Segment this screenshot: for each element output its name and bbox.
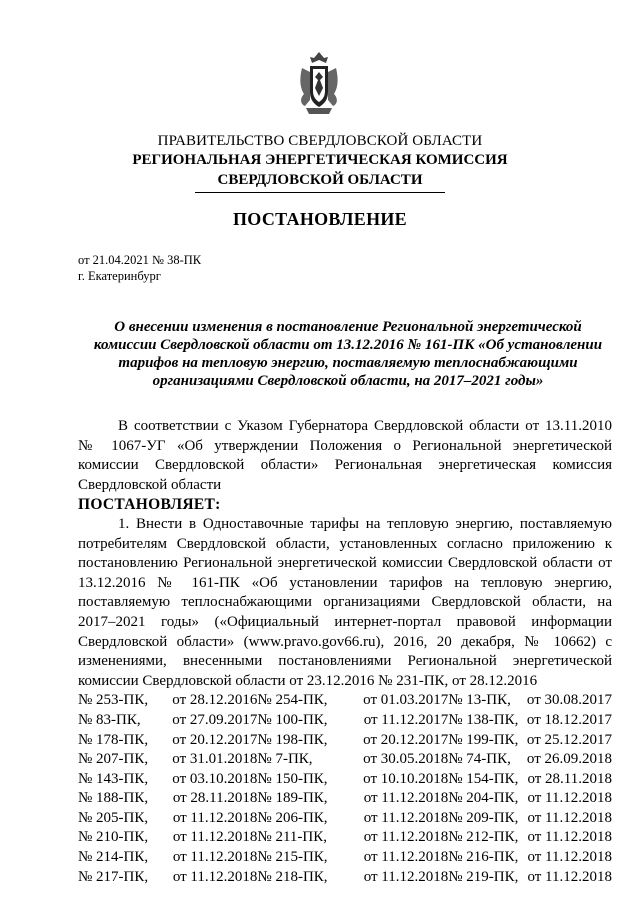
- subject-line: О внесении изменения в постановление Региональной энергетической: [114, 319, 582, 335]
- amendment-date: от 11.12.2018: [527, 868, 612, 885]
- amendment-row: [78, 770, 612, 790]
- amendment-number: № 143-ПК,: [78, 770, 149, 787]
- amendments-table: [78, 691, 612, 887]
- amendment-number: № 154-ПК,: [448, 770, 519, 787]
- amendment-date: от 28.11.2018: [527, 770, 612, 787]
- amendment-row: [78, 848, 612, 868]
- amendment-number: № 253-ПК,: [78, 692, 149, 709]
- amendment-row: [78, 750, 612, 770]
- amendment-number: № 215-ПК,: [257, 849, 328, 866]
- amendment-date: от 11.12.2018: [363, 790, 449, 807]
- amendment-row: [78, 828, 612, 848]
- amendment-date: от 11.12.2018: [172, 849, 258, 866]
- amendment-number: № 188-ПК,: [78, 790, 149, 807]
- amendment-date: от 11.12.2018: [363, 809, 449, 826]
- amendment-number: № 74-ПК,: [448, 751, 511, 768]
- subject-line: тарифов на тепловую энергию, поставляемую теплоснабжающими: [118, 355, 578, 371]
- amendment-number: № 83-ПК,: [78, 711, 141, 728]
- amendment-date: от 11.12.2018: [363, 829, 449, 846]
- amendment-number: № 207-ПК,: [78, 751, 149, 768]
- amendment-number: № 254-ПК,: [257, 692, 328, 709]
- amendment-number: № 205-ПК,: [78, 809, 149, 826]
- document-body: [78, 417, 612, 887]
- amendment-date: от 28.11.2018: [172, 790, 258, 807]
- amendment-number: № 138-ПК,: [448, 711, 519, 728]
- amendment-date: от 20.12.2017: [363, 731, 449, 748]
- amendment-date: от 11.12.2018: [527, 829, 612, 846]
- amendment-row: [78, 789, 612, 809]
- amendment-number: № 212-ПК,: [448, 829, 519, 846]
- amendment-number: № 199-ПК,: [448, 731, 519, 748]
- amendment-number: № 189-ПК,: [257, 790, 328, 807]
- amendment-number: № 100-ПК,: [257, 711, 328, 728]
- amendment-date: от 27.09.2017: [172, 711, 258, 728]
- amendment-row: [78, 809, 612, 829]
- region-name: СВЕРДЛОВСКОЙ ОБЛАСТИ: [217, 172, 423, 188]
- amendment-date: от 30.08.2017: [526, 692, 612, 709]
- amendment-number: № 13-ПК,: [448, 692, 511, 709]
- amendment-date: от 20.12.2017: [172, 731, 258, 748]
- amendment-date: от 25.12.2017: [526, 731, 612, 748]
- amendment-number: № 198-ПК,: [257, 731, 328, 748]
- amendment-number: № 150-ПК,: [257, 770, 328, 787]
- header-divider: [195, 192, 445, 193]
- amendment-date: от 01.03.2017: [363, 692, 449, 709]
- amendment-number: № 219-ПК,: [448, 868, 519, 885]
- amendment-row: [78, 691, 612, 711]
- amendment-date: от 11.12.2018: [527, 809, 612, 826]
- amendment-date: от 30.05.2018: [363, 751, 449, 768]
- amendment-number: № 211-ПК,: [257, 829, 327, 846]
- document-date-number: от 21.04.2021 № 38-ПК: [78, 253, 202, 267]
- preamble-paragraph: В соответствии с Указом Губернатора Свердловской области от 13.11.2010 № 1067-УГ «Об утверждении Положения о Региональной энергетической комиссии Свердловской области» Региональная энергетическая комиссия Свердловской области: [78, 418, 612, 493]
- amendment-row: [78, 731, 612, 751]
- amendment-date: от 11.12.2018: [527, 849, 612, 866]
- document-type: ПОСТАНОВЛЕНИЕ: [233, 209, 407, 229]
- amendment-date: от 28.12.2016: [172, 692, 258, 709]
- coat-of-arms-icon: [296, 50, 342, 116]
- amendment-date: от 31.01.2018: [172, 751, 258, 768]
- amendment-date: от 10.10.2018: [363, 770, 449, 787]
- amendment-number: № 214-ПК,: [78, 849, 149, 866]
- commission-name: РЕГИОНАЛЬНАЯ ЭНЕРГЕТИЧЕСКАЯ КОМИССИЯ: [132, 152, 508, 168]
- amendment-date: от 11.12.2018: [172, 829, 258, 846]
- amendment-number: № 216-ПК,: [448, 849, 519, 866]
- amendment-number: № 178-ПК,: [78, 731, 149, 748]
- amendment-date: от 26.09.2018: [526, 751, 612, 768]
- amendment-number: № 7-ПК,: [257, 751, 313, 768]
- amendment-date: от 11.12.2017: [363, 711, 449, 728]
- amendment-date: от 11.12.2018: [172, 809, 258, 826]
- document-subject: [78, 318, 618, 390]
- document-city: г. Екатеринбург: [78, 269, 161, 283]
- amendment-number: № 204-ПК,: [448, 790, 519, 807]
- amendment-number: № 206-ПК,: [257, 809, 328, 826]
- government-name: ПРАВИТЕЛЬСТВО СВЕРДЛОВСКОЙ ОБЛАСТИ: [157, 133, 483, 149]
- amendment-number: № 218-ПК,: [257, 868, 328, 885]
- item-1-paragraph: 1. Внести в Одноставочные тарифы на тепловую энергию, поставляемую потребителям Свердловской области, установленных согласно приложению к постановлению Региональной энергетической комиссии Свердловской области от 13.12.2016 № 161-ПК «Об установлении тарифов на тепловую энергию, поставляемую теплоснабжающими организациями Свердловской области, на 2017–2021 годы» («Официальный интернет-портал правовой информации Свердловской области» (www.pravo.gov66.ru), 2016, 20 декабря, № 10662) с изменениями, внесенными постановлениями Региональной энергетической комиссии Свердловской области от 23.12.2016 № 231-ПК, от 28.12.2016: [78, 515, 612, 689]
- amendment-date: от 11.12.2018: [363, 849, 449, 866]
- subject-line: комиссии Свердловской области от 13.12.2016 № 161-ПК «Об установлении: [93, 337, 603, 353]
- amendment-date: от 03.10.2018: [172, 770, 258, 787]
- amendment-row: [78, 868, 612, 888]
- decree-heading: ПОСТАНОВЛЯЕТ:: [78, 496, 221, 514]
- amendment-date: от 11.12.2018: [363, 868, 449, 885]
- amendment-date: от 11.12.2018: [172, 868, 258, 885]
- amendment-number: № 217-ПК,: [78, 868, 149, 885]
- amendment-date: от 11.12.2018: [527, 790, 612, 807]
- amendment-number: № 209-ПК,: [448, 809, 519, 826]
- amendment-row: [78, 711, 612, 731]
- amendment-date: от 18.12.2017: [526, 711, 612, 728]
- subject-line: организациями Свердловской области, на 2017–2021 годы»: [152, 373, 544, 389]
- amendment-number: № 210-ПК,: [78, 829, 149, 846]
